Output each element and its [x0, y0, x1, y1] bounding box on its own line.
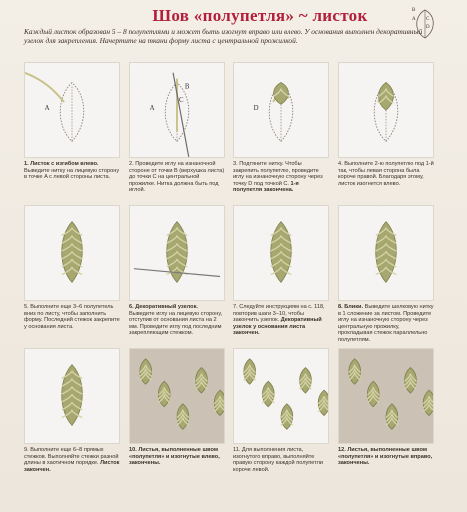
step-caption: 9. Выполните еще 6–8 прямых стежков. Выполняйте стежки разной длины в хаотичном порядке. Листок закончен. — [24, 447, 120, 473]
step-cell — [129, 348, 225, 467]
step-cell — [24, 62, 120, 181]
step-caption: 11. Для выполнения листа, изогнутого вправо, выполняйте правую сторону каждой полупетли короче левой. — [233, 447, 324, 473]
step-caption: 12. Листья, выполненные швом «полупетля» и изогнутые вправо, закончены. — [338, 447, 433, 467]
embroidery-illustration — [25, 206, 119, 300]
step-cell — [338, 62, 434, 187]
embroidery-illustration — [234, 206, 328, 300]
embroidery-illustration — [25, 349, 119, 443]
embroidery-illustration — [339, 206, 433, 300]
step-caption: 10. Листья, выполненные швом «полупетля» и изогнутые влево, закончены. — [129, 447, 220, 467]
embroidery-illustration — [130, 206, 224, 300]
step-cell — [233, 62, 329, 194]
step-cell — [129, 62, 225, 194]
step-caption: 2. Проведите иглу на изнаночной стороне от точки B (верхушка листа) до точки C на центральной прожилке. Нитка должна быть под иглой. — [129, 161, 225, 194]
step-caption: 1. Листок с изгибом влево. Выведите нитку на лицевую сторону в точке A с левой стороны листа. — [24, 161, 120, 181]
embroidery-illustration — [234, 63, 328, 157]
step-caption: 8. Блики. Выведите шелковую нитку в 1 сложение за листом. Проведите иглу на изнаночную сторону через центральную прожилку, прокладывая стежок параллельно полупетлям. — [338, 304, 434, 343]
svg-text:A: A — [412, 17, 416, 22]
step-photo — [233, 205, 329, 301]
svg-text:D: D — [426, 25, 430, 30]
step-photo — [233, 62, 329, 158]
step-photo — [129, 348, 225, 444]
step-photo — [338, 205, 434, 301]
step-photo — [129, 62, 225, 158]
step-caption: 3. Подтяните нитку. Чтобы закрепить полупетлю, проведите иглу на изнаночную сторону через точку D под точкой C. 1-я полупетля закончена. — [233, 161, 323, 194]
step-caption: 7. Следуйте инструкциям на с. 118, повторив шаги 3–10, чтобы закончить узелок. Декоративный узелок у основания листа закончен. — [233, 304, 325, 337]
point-label: A — [44, 105, 50, 112]
step-cell — [338, 348, 434, 467]
point-label: A — [149, 105, 155, 112]
point-label: C — [178, 97, 184, 105]
step-cell — [129, 205, 225, 337]
step-cell — [338, 205, 434, 344]
step-photo — [24, 348, 120, 444]
embroidery-illustration — [339, 63, 433, 157]
intro-text: Каждый листок образован 5 – 8 полупетлями и может быть изогнут вправо или влево. У основания выполнен декоративный узелок для закрепления. Начертите на ткани форму листа с центральной прожилкой. — [24, 27, 423, 45]
step-cell — [24, 348, 120, 473]
step-cell — [233, 205, 329, 337]
step-photo — [24, 62, 120, 158]
embroidery-illustration — [25, 63, 119, 157]
step-photo — [338, 348, 434, 444]
embroidery-illustration — [339, 349, 433, 443]
page-title: Шов «полупетля» ~ листок — [152, 6, 368, 25]
step-caption: 5. Выполните еще 3–6 полупетель вниз по листу, чтобы заполнить форму. Последний стежок закрепите у основания листа. — [24, 304, 120, 330]
point-label: D — [253, 105, 259, 112]
svg-text:C: C — [426, 17, 430, 22]
step-photo — [24, 205, 120, 301]
step-photo — [129, 205, 225, 301]
step-caption: 6. Декоративный узелок. Выведите иглу на лицевую сторону, отступив от основания листа на 2 мм. Проведите иглу под последним закрепляющим стежком. — [129, 304, 223, 337]
step-caption: 4. Выполните 2-ю полупетлю под 1-й так, чтобы левая сторона была короче правой. Благодаря этому, листок изогнется влево. — [338, 161, 434, 187]
step-photo — [338, 62, 434, 158]
embroidery-illustration — [130, 63, 224, 157]
embroidery-illustration — [130, 349, 224, 443]
step-cell — [24, 205, 120, 330]
svg-text:B: B — [412, 8, 416, 13]
step-photo — [233, 348, 329, 444]
point-label: B — [184, 83, 190, 91]
embroidery-illustration — [234, 349, 328, 443]
step-cell — [233, 348, 329, 473]
